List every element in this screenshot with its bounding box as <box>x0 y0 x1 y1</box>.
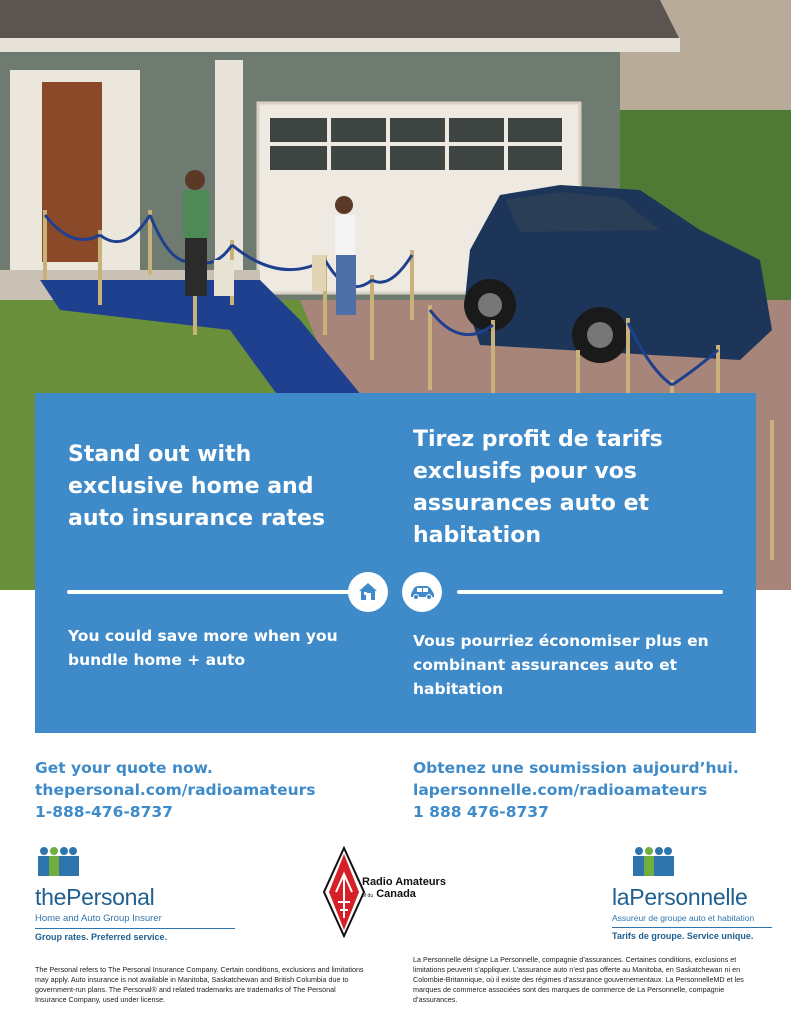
divider-left <box>67 590 363 594</box>
brand-tagline: Group rates. Preferred service. <box>35 932 168 942</box>
thepersonal-logo <box>35 846 235 942</box>
cta-phone[interactable]: 1 888 476-8737 <box>413 803 549 821</box>
brand-name: laPersonnelle <box>612 884 748 910</box>
headline-english: Stand out with exclusive home and auto insurance rates <box>68 442 325 531</box>
rac-name <box>362 876 446 902</box>
legal-french: La Personnelle désigne La Personnelle, compagnie d’assurances. Certaines conditions, exclusions et limitations peuvent s’appliquer. L’assurance auto n’est pas offerte au Manitoba, en Saskatchewan ni en Colombie-Britannique, où il existe des régimes d’assurance gouvernementaux. La PersonnelleMD et les marques de commerce associées sont des marques de commerce de La Personnelle, compagnie d’assurances. <box>413 955 744 1004</box>
rac-logo <box>322 846 482 938</box>
subhead-french: Vous pourriez économiser plus en combinant assurances auto et habitation <box>413 632 709 698</box>
promo-banner <box>35 393 756 733</box>
lapersonnelle-logo <box>612 846 772 941</box>
cta-line: Obtenez une soumission aujourd’hui. <box>413 759 739 777</box>
car-icon <box>402 572 442 612</box>
cta-url-link[interactable]: thepersonal.com/radioamateurs <box>35 781 316 799</box>
rac-line2: Canada <box>376 888 416 900</box>
divider-right <box>457 590 723 594</box>
rac-line1: Radio Amateurs <box>362 876 446 888</box>
cta-line: Get your quote now. <box>35 759 213 777</box>
rac-diamond-icon <box>322 846 366 938</box>
cta-english <box>35 757 315 823</box>
subhead-english: You could save more when you bundle home + auto <box>68 627 338 669</box>
people-icon <box>35 846 81 878</box>
people-icon <box>630 846 676 878</box>
brand-rule <box>35 928 235 929</box>
brand-tagline: Tarifs de groupe. Service unique. <box>612 931 754 941</box>
cta-french <box>413 757 739 823</box>
cta-url-link[interactable]: lapersonnelle.com/radioamateurs <box>413 781 708 799</box>
cta-phone[interactable]: 1-888-476-8737 <box>35 803 173 821</box>
brand-subtitle: Home and Auto Group Insurer <box>35 913 162 924</box>
rac-of-du: of du <box>362 893 374 899</box>
headline-french: Tirez profit de tarifs exclusifs pour vos assurances auto et habitation <box>413 427 663 548</box>
home-icon <box>348 572 388 612</box>
brand-rule <box>612 927 772 928</box>
legal-english: The Personal refers to The Personal Insurance Company. Certain conditions, exclusions and limitations may apply. Auto insurance is not available in Manitoba, Saskatchewan and British Columbia due to government-run plans. The Personal® and related trademarks are trademarks of The Personal Insurance Company, used under license. <box>35 965 364 1004</box>
brand-subtitle: Assureur de groupe auto et habitation <box>612 913 755 923</box>
brand-name: thePersonal <box>35 884 155 910</box>
